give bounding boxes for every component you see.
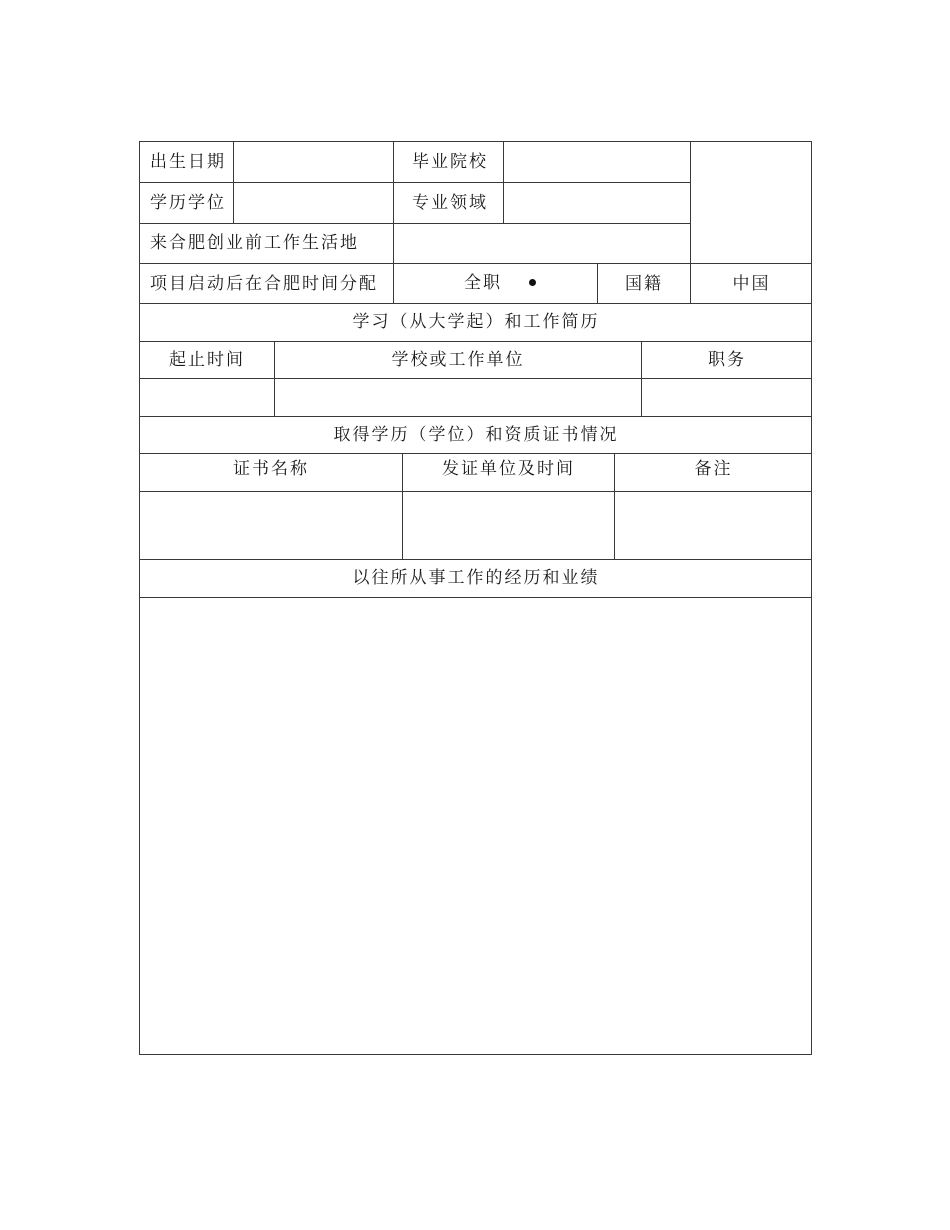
experience-section-title: 以往所从事工作的经历和业绩 bbox=[352, 568, 600, 588]
row-divider bbox=[140, 453, 812, 454]
column-divider bbox=[393, 142, 394, 303]
certificate-remarks-field[interactable] bbox=[615, 492, 812, 559]
study-work-col-position: 职务 bbox=[708, 350, 746, 370]
row-divider bbox=[140, 263, 812, 264]
time-allocation-label: 项目启动后在合肥时间分配 bbox=[150, 274, 378, 294]
row-divider bbox=[140, 303, 812, 304]
study-work-section-title: 学习（从大学起）和工作简历 bbox=[352, 312, 600, 332]
experience-content-area[interactable] bbox=[140, 598, 812, 1054]
study-work-period-field[interactable] bbox=[140, 379, 274, 416]
certificate-name-field[interactable] bbox=[140, 492, 402, 559]
study-work-col-period: 起止时间 bbox=[169, 350, 245, 370]
education-field[interactable] bbox=[234, 183, 393, 223]
certificate-col-name: 证书名称 bbox=[233, 459, 309, 479]
photo-area[interactable] bbox=[691, 142, 812, 263]
graduate-school-label: 毕业院校 bbox=[412, 152, 488, 172]
nationality-value[interactable]: 中国 bbox=[732, 274, 771, 294]
certificate-col-issuer: 发证单位及时间 bbox=[442, 459, 575, 479]
nationality-label: 国籍 bbox=[625, 274, 663, 294]
education-label: 学历学位 bbox=[150, 193, 226, 213]
major-label: 专业领域 bbox=[412, 193, 488, 213]
graduate-school-field[interactable] bbox=[504, 142, 690, 182]
study-work-position-field[interactable] bbox=[642, 379, 812, 416]
birth-date-label: 出生日期 bbox=[150, 152, 226, 172]
row-divider bbox=[140, 341, 812, 342]
study-work-unit-field[interactable] bbox=[275, 379, 641, 416]
certificate-issuer-field[interactable] bbox=[403, 492, 614, 559]
row-divider bbox=[140, 559, 812, 560]
major-field[interactable] bbox=[504, 183, 690, 223]
selected-bullet-icon bbox=[529, 279, 536, 286]
certificate-col-remarks: 备注 bbox=[694, 459, 733, 479]
time-allocation-value[interactable]: 全职 bbox=[464, 273, 502, 293]
birth-date-field[interactable] bbox=[234, 142, 393, 182]
resume-form-table bbox=[139, 141, 812, 1055]
row-divider bbox=[140, 416, 812, 417]
prior-location-field[interactable] bbox=[394, 224, 690, 263]
prior-location-label: 来合肥创业前工作生活地 bbox=[150, 233, 359, 253]
certificates-section-title: 取得学历（学位）和资质证书情况 bbox=[333, 425, 619, 445]
study-work-col-unit: 学校或工作单位 bbox=[391, 350, 525, 370]
